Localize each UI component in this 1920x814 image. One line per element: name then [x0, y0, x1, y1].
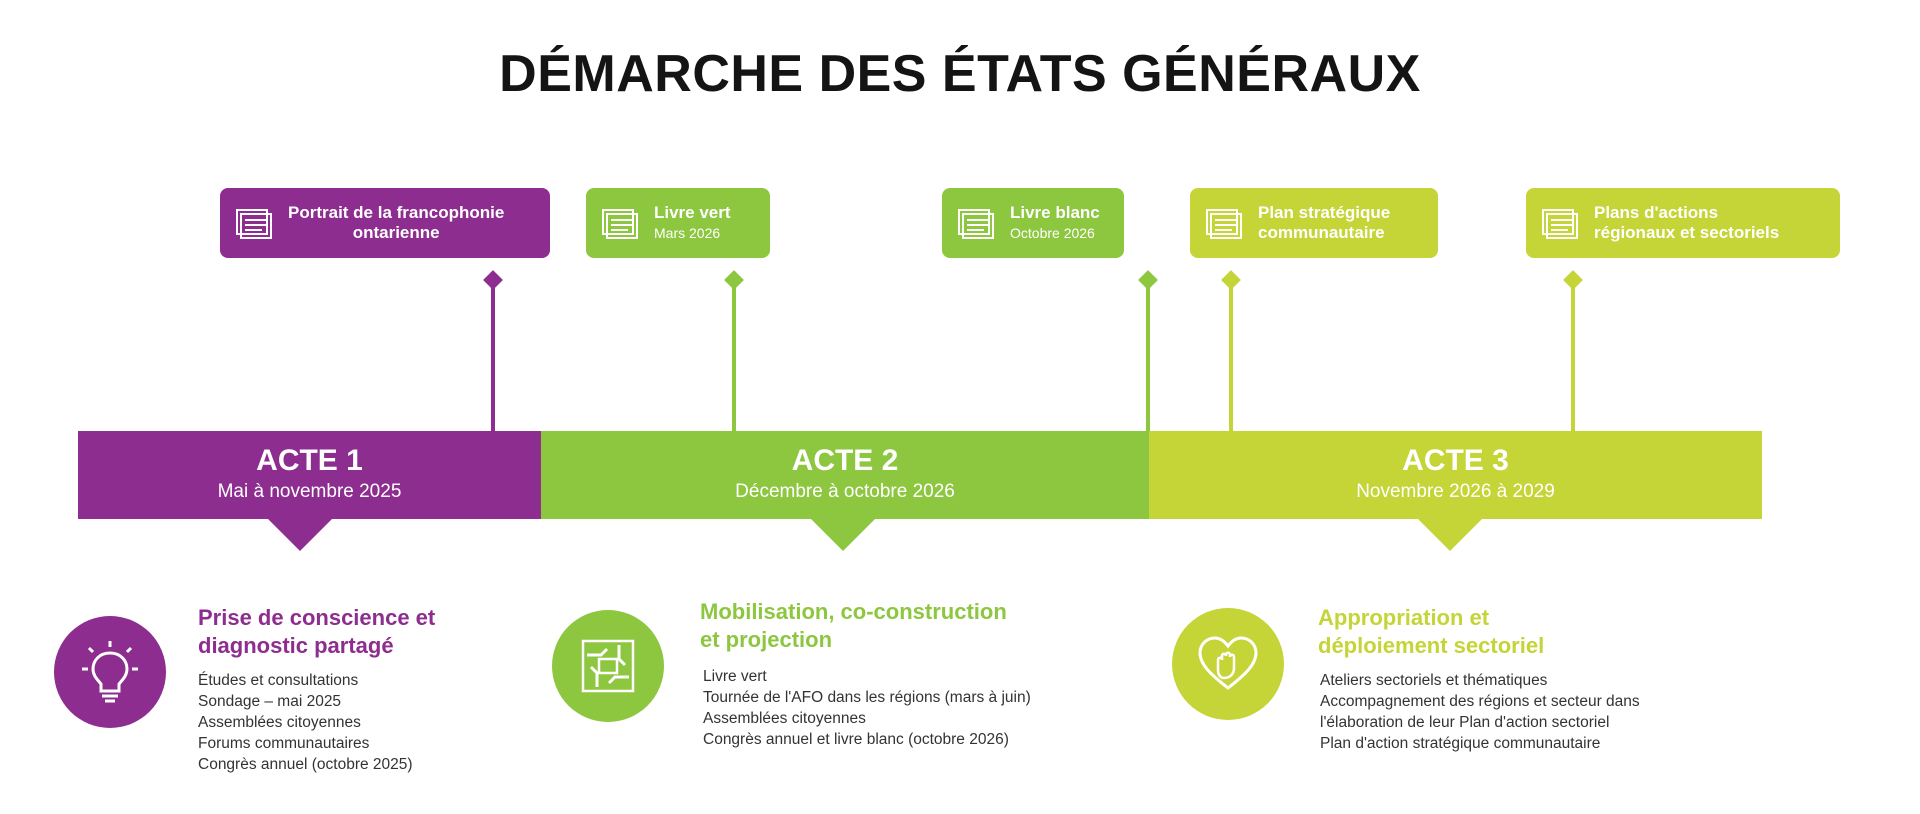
- act-period: Décembre à octobre 2026: [735, 481, 955, 502]
- milestone-title: ontarienne: [352, 223, 440, 242]
- act-2-band: [541, 431, 1149, 519]
- section-3-badge: [1172, 608, 1284, 720]
- act-title: ACTE 1: [256, 444, 363, 477]
- document-stack-icon: [234, 206, 274, 240]
- milestone-title: Plans d'actions: [1594, 203, 1719, 222]
- section-1-list: [198, 670, 413, 775]
- list-item: Assemblées citoyennes: [703, 710, 866, 727]
- milestone-livre-blanc: [942, 188, 1124, 258]
- section-3-list: [1320, 670, 1640, 754]
- milestone-title: communautaire: [1258, 223, 1385, 242]
- list-item: Congrès annuel et livre blanc (octobre 2026): [703, 731, 1009, 748]
- milestone-stem: [1146, 282, 1150, 432]
- act-period: Novembre 2026 à 2029: [1356, 481, 1555, 502]
- list-item: Sondage – mai 2025: [198, 693, 342, 710]
- act-3-pointer: [1418, 519, 1482, 551]
- list-item: Études et consultations: [198, 672, 359, 689]
- list-item: Accompagnement des régions et secteur dans: [1320, 693, 1640, 710]
- act-1-band: [78, 431, 541, 519]
- page-title: DÉMARCHE DES ÉTATS GÉNÉRAUX: [499, 45, 1421, 103]
- act-title: ACTE 3: [1402, 444, 1509, 477]
- act-3-band: [1149, 431, 1762, 519]
- section-heading-line: Mobilisation, co-construction: [700, 599, 1007, 624]
- section-2-heading: [700, 598, 1007, 654]
- milestone-stem: [491, 282, 495, 432]
- milestone-plan-strategique: [1190, 188, 1438, 258]
- milestone-title: Portrait de la francophonie: [288, 203, 505, 222]
- list-item: Ateliers sectoriels et thématiques: [1320, 672, 1548, 689]
- act-2-pointer: [811, 519, 875, 551]
- section-heading-line: déploiement sectoriel: [1318, 633, 1545, 658]
- section-heading-line: et projection: [700, 627, 833, 652]
- list-item: Assemblées citoyennes: [198, 714, 361, 731]
- section-1-badge: [54, 616, 166, 728]
- milestone-title: Plan stratégique: [1258, 203, 1391, 222]
- document-stack-icon: [956, 206, 996, 240]
- section-2-badge: [552, 610, 664, 722]
- section-heading-line: diagnostic partagé: [198, 633, 394, 658]
- milestone-stem: [1229, 282, 1233, 432]
- milestone-date: Mars 2026: [654, 225, 721, 241]
- milestone-plans-actions: [1526, 188, 1840, 258]
- document-stack-icon: [1540, 206, 1580, 240]
- joined-hands-icon: [577, 635, 639, 697]
- list-item: Congrès annuel (octobre 2025): [198, 756, 413, 773]
- milestone-title: Livre blanc: [1010, 203, 1100, 222]
- document-stack-icon: [600, 206, 640, 240]
- milestone-stem: [1571, 282, 1575, 432]
- list-item: l'élaboration de leur Plan d'action sectoriel: [1320, 714, 1610, 731]
- milestone-title: Livre vert: [654, 203, 731, 222]
- act-title: ACTE 2: [791, 444, 899, 477]
- list-item: Livre vert: [703, 668, 767, 685]
- heart-hand-icon: [1196, 634, 1260, 694]
- section-heading-line: Appropriation et: [1318, 605, 1490, 630]
- list-item: Plan d'action stratégique communautaire: [1320, 735, 1601, 752]
- section-1-heading: [198, 604, 435, 660]
- list-item: Tournée de l'AFO dans les régions (mars à juin): [703, 689, 1031, 706]
- section-3-heading: [1318, 604, 1544, 660]
- section-2-list: [703, 666, 1031, 750]
- lightbulb-icon: [80, 639, 140, 705]
- milestone-stem: [732, 282, 736, 432]
- act-1-pointer: [268, 519, 332, 551]
- milestone-livre-vert: [586, 188, 770, 258]
- milestone-title: régionaux et sectoriels: [1594, 223, 1780, 242]
- list-item: Forums communautaires: [198, 735, 370, 752]
- document-stack-icon: [1204, 206, 1244, 240]
- milestone-portrait: [220, 188, 550, 258]
- milestone-date: Octobre 2026: [1010, 225, 1095, 241]
- section-heading-line: Prise de conscience et: [198, 605, 436, 630]
- act-period: Mai à novembre 2025: [217, 481, 402, 502]
